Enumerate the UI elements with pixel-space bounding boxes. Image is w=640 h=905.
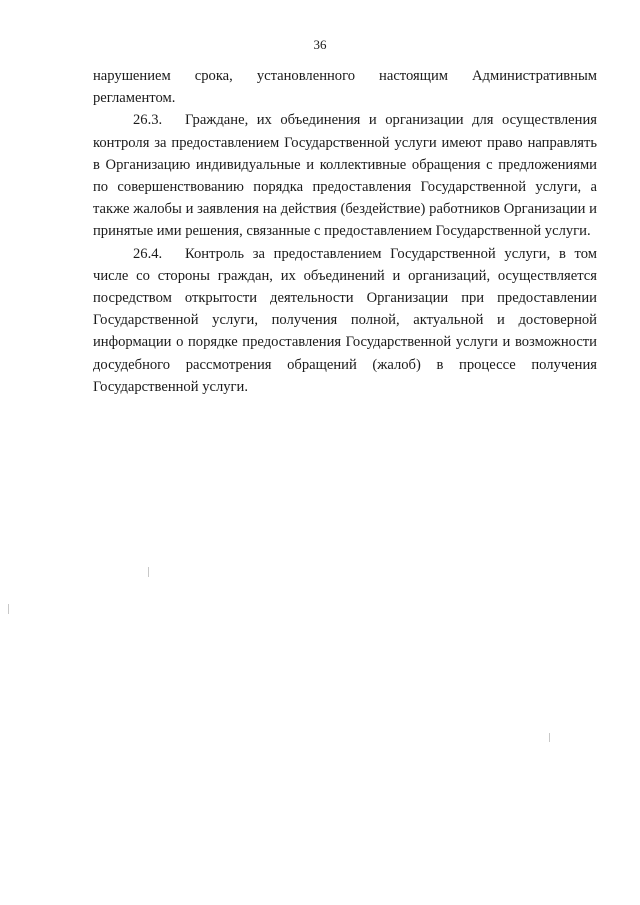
paragraph-number: 26.4.	[133, 245, 163, 262]
paragraph-continuation	[93, 65, 597, 109]
scan-artifact	[549, 733, 550, 742]
scan-artifact	[148, 567, 149, 577]
paragraph-26-3	[93, 109, 597, 242]
scan-artifact	[8, 604, 9, 614]
paragraph-text: Контроль за предоставлением Государственной услуги, в том числе со стороны граждан, их объединений и организаций, осуществляется посредством открытости деятельности Организации при предоставлении Государственной услуги, получения полной, актуальной и достоверной информации о порядке предоставления Государственной услуги и возможности досудебного рассмотрения обращений (жалоб) в процессе получения Государственной услуги.	[93, 245, 597, 395]
paragraph-number: 26.3.	[133, 112, 163, 129]
paragraph-text: Граждане, их объединения и организации для осуществления контроля за предоставлением Государственной услуги имеют право направлять в Организацию индивидуальные и коллективные обращения с предложениями по совершенствованию порядка предоставления Государственной услуги, а также жалобы и заявления на действия (бездействие) работников Организации и принятые ими решения, связанные с предоставлением Государственной услуги.	[93, 112, 597, 240]
page-number: 36	[313, 37, 327, 52]
paragraph-26-4	[93, 243, 597, 398]
paragraph-text: нарушением срока, установленного настоящим Административным регламентом.	[93, 68, 597, 107]
document-body	[93, 65, 597, 398]
